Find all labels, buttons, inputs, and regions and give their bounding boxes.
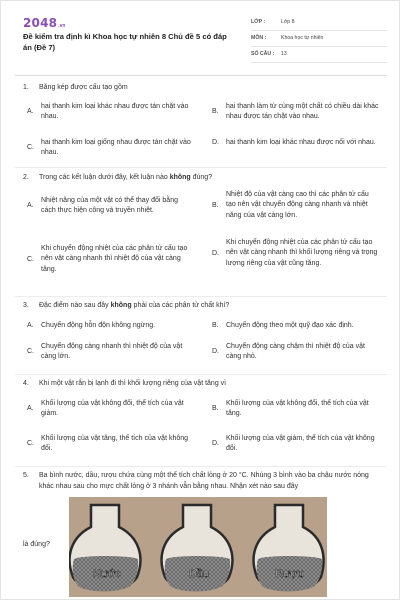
option-d[interactable] <box>212 238 384 271</box>
page-header <box>1 1 400 79</box>
question-divider <box>15 167 387 168</box>
header-divider <box>15 75 387 76</box>
option-text: hai thanh kim loại giống nhau được tán chặt vào nhau. <box>41 138 191 157</box>
option-d[interactable] <box>212 138 384 149</box>
option-text: Chuyển động càng chậm thì nhiệt độ của vật càng nhỏ. <box>226 342 365 361</box>
option-text: Chuyển động theo một quỹ đạo xác định. <box>226 321 354 329</box>
logo-domain-text: .vn <box>58 23 66 29</box>
meta-row-grade <box>251 15 387 31</box>
site-logo[interactable] <box>23 15 65 32</box>
question-text-tail: là đúng? <box>23 541 50 548</box>
meta-row-subject <box>251 31 387 47</box>
meta-key: LỚP : <box>251 18 266 25</box>
stem-part: đúng? <box>190 174 213 181</box>
option-letter: A. <box>27 108 34 116</box>
question-text: Ba bình nước, dầu, rượu chứa cùng một thể tích chất lỏng ở 20 °C. Nhúng 3 bình vào ba chậu nước nóng khác nhau sau cho mực chất lỏng ở 3 nhánh vẫn bằng nhau. Nhận xét nào sau đây <box>39 472 369 490</box>
question-4 <box>23 379 379 460</box>
document-title: Đề kiểm tra định kì Khoa học tự nhiên 8 Chủ đề 5 có đáp án (Đề 7) <box>23 32 227 52</box>
option-letter: A. <box>27 202 34 210</box>
question-text <box>39 301 379 312</box>
option-letter: A. <box>27 321 34 329</box>
options-grid <box>27 312 379 372</box>
question-stem <box>23 471 379 492</box>
meta-value: Lớp 8 <box>281 18 295 25</box>
option-a[interactable] <box>27 102 207 124</box>
option-text: Khối lượng của vật tăng, thể tích của vật không đổi. <box>41 434 189 453</box>
meta-row-count <box>251 47 387 63</box>
option-text: Chuyển động hỗn độn không ngừng. <box>41 321 156 329</box>
option-b[interactable] <box>212 190 384 223</box>
option-c[interactable] <box>27 342 207 364</box>
option-b[interactable] <box>212 399 384 421</box>
flask-alcohol <box>254 505 324 592</box>
logo-main-text: 2048 <box>23 16 58 30</box>
option-text: Nhiệt độ của vật càng cao thì các phân tử cấu tạo nên vật chuyển động càng nhanh và nhiệt năng của vật càng lớn. <box>226 190 369 220</box>
meta-value: 13 <box>281 50 287 57</box>
flask-water <box>70 505 141 592</box>
stem-part: Đặc điểm nào sau đây <box>39 302 111 309</box>
question-stem <box>23 83 379 94</box>
question-text: Khi một vật rắn bị lạnh đi thì khối lượng riêng của vật tăng vì <box>39 380 227 387</box>
options-grid <box>27 184 379 292</box>
flask-label-alcohol: Rượu <box>275 568 304 580</box>
option-letter: A. <box>27 405 34 413</box>
option-text: Chuyển động càng nhanh thì nhiệt độ của vật càng lớn. <box>41 342 183 361</box>
option-d[interactable] <box>212 342 384 364</box>
option-letter: D. <box>212 138 219 146</box>
option-text: Khối lượng của vật giảm, thể tích của vật không đổi. <box>226 434 375 453</box>
meta-value: Khoa học tự nhiên <box>281 34 324 41</box>
option-text: hai thanh làm từ cùng một chất có chiều dài khác nhau được tán chặt vào nhau. <box>226 102 379 121</box>
question-1 <box>23 83 379 156</box>
options-grid <box>27 94 379 156</box>
option-letter: C. <box>27 255 34 263</box>
option-text: Nhiệt năng của một vật có thể thay đổi bằng cách thực hiện công và truyền nhiệt. <box>41 196 178 215</box>
question-text: Băng kép được cấu tạo gồm <box>39 84 128 91</box>
flask-label-oil: Dầu <box>189 568 210 580</box>
option-text: Khối lượng của vật không đổi, thể tích của vật tăng. <box>226 399 369 418</box>
option-a[interactable] <box>27 399 207 421</box>
question-stem <box>23 379 379 390</box>
meta-key: MÔN : <box>251 34 267 41</box>
question-2 <box>23 173 379 292</box>
question-5 <box>23 471 379 492</box>
option-letter: B. <box>212 108 219 116</box>
option-c[interactable] <box>27 138 207 160</box>
question-number: 2. <box>23 174 29 181</box>
option-text: Khối lượng của vật không đổi, thể tích của vật giảm. <box>41 399 184 418</box>
option-a[interactable] <box>27 321 207 332</box>
flasks-figure <box>69 497 327 597</box>
option-letter: C. <box>27 348 34 356</box>
stem-keyword: không <box>110 302 132 309</box>
question-divider <box>15 466 387 467</box>
options-grid <box>27 390 379 460</box>
question-divider <box>15 374 387 375</box>
option-text: Khi chuyển động nhiệt của các phân tử cấu tạo nên vật càng nhanh thì khối lượng riêng và trọng lượng riêng của vật cũng tăng. <box>226 238 378 268</box>
option-b[interactable] <box>212 321 384 332</box>
option-letter: B. <box>212 201 219 209</box>
meta-table <box>251 15 387 63</box>
option-text: hai thanh kim loại khác nhau được tán chặt vào nhau. <box>41 102 189 121</box>
option-c[interactable] <box>27 244 207 277</box>
question-text <box>39 173 379 184</box>
option-b[interactable] <box>212 102 384 124</box>
question-3 <box>23 301 379 372</box>
question-number: 1. <box>23 84 29 91</box>
stem-keyword: không <box>169 174 191 181</box>
option-letter: D. <box>212 249 219 257</box>
option-letter: C. <box>27 440 34 448</box>
stem-part: phải của các phân tử chất khí? <box>131 302 230 309</box>
flask-oil <box>162 505 233 592</box>
flasks-illustration <box>69 497 327 597</box>
option-d[interactable] <box>212 434 384 456</box>
question-number: 5. <box>23 472 29 479</box>
option-c[interactable] <box>27 434 207 456</box>
meta-key: SỐ CÂU : <box>251 50 275 57</box>
question-stem <box>23 301 379 312</box>
option-letter: D. <box>212 440 219 448</box>
question-divider <box>15 296 387 297</box>
option-letter: B. <box>212 405 219 413</box>
option-letter: B. <box>212 321 219 329</box>
question-number: 3. <box>23 302 29 309</box>
option-letter: C. <box>27 144 34 152</box>
stem-part: Trong các kết luận dưới đây, kết luận nào <box>39 174 170 181</box>
option-a[interactable] <box>27 196 207 218</box>
option-text: hai thanh kim loại khác nhau được nối với nhau. <box>226 138 376 146</box>
option-letter: D. <box>212 348 219 356</box>
question-stem <box>23 173 379 184</box>
option-text: Khi chuyển động nhiệt của các phân tử cấu tạo nên vật càng nhanh thì nhiệt độ của vật càng tăng. <box>41 244 188 274</box>
question-number: 4. <box>23 380 29 387</box>
flask-label-water: Nước <box>93 568 122 580</box>
